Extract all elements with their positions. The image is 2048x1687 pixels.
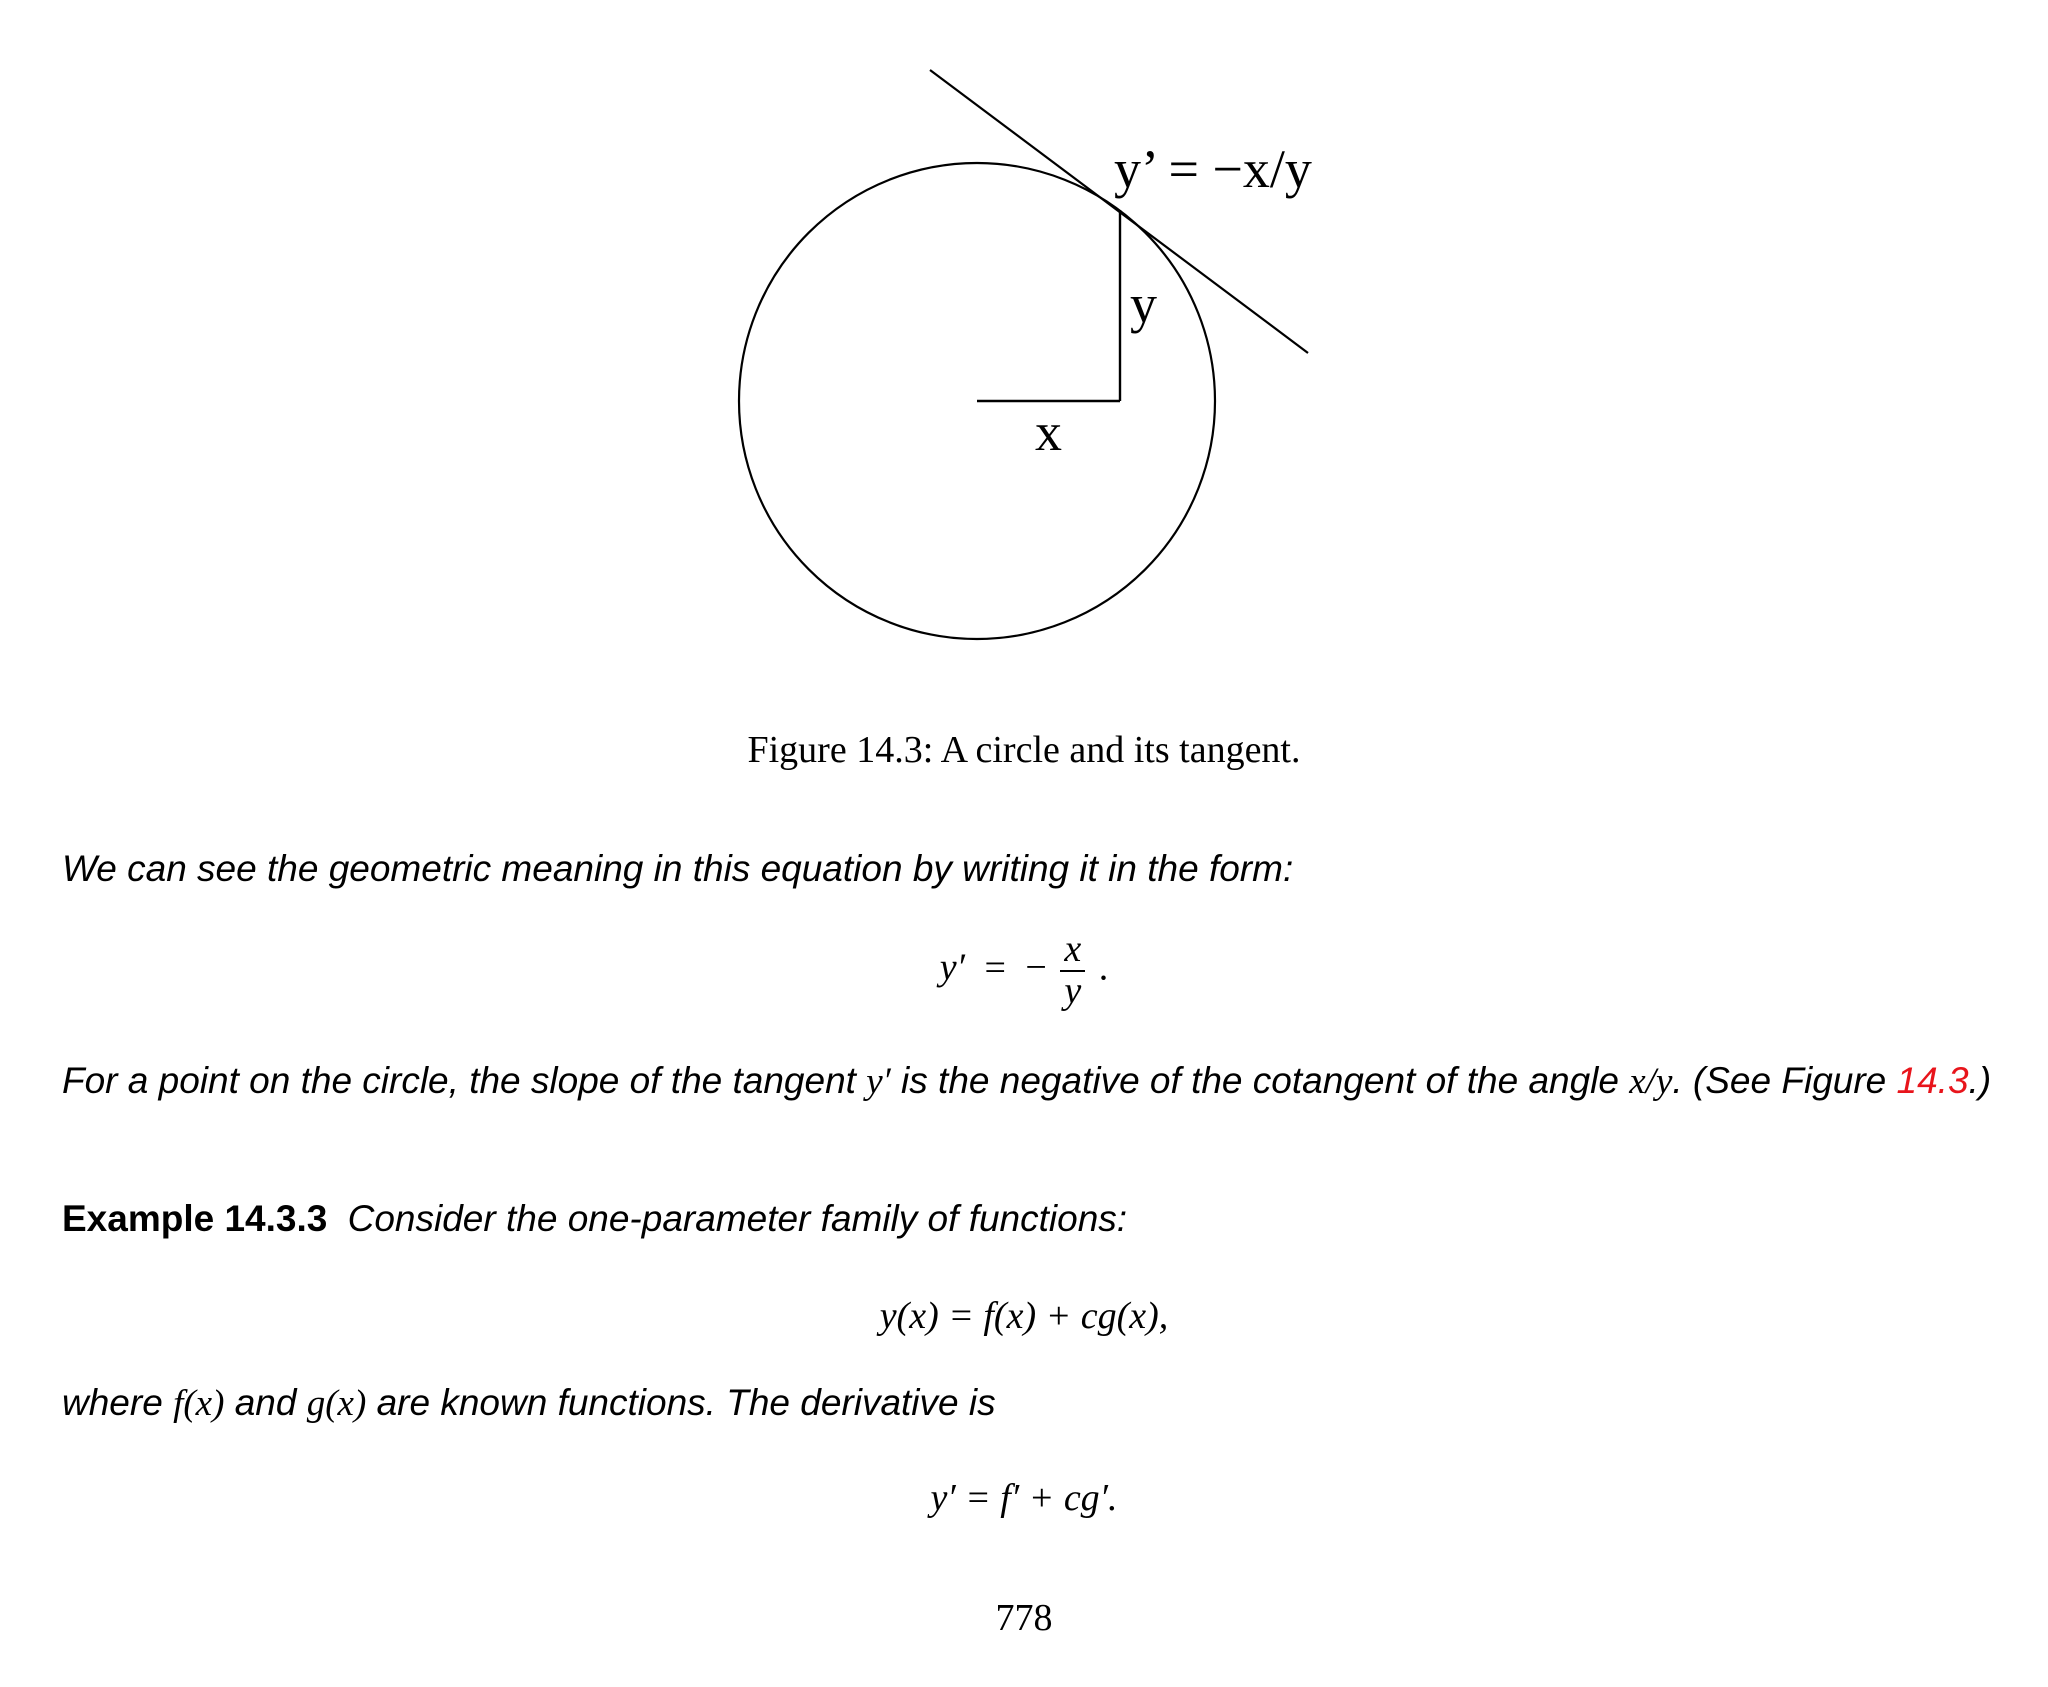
paragraph-known-functions — [62, 1382, 996, 1425]
p2-math-xy: x/y — [1629, 1061, 1673, 1102]
eq1-equals: = — [984, 946, 1006, 989]
paragraph-geometric-meaning: We can see the geometric meaning in this equation by writing it in the form: — [62, 848, 1294, 889]
p2-text-3: . (See Figure — [1672, 1060, 1897, 1101]
example-label: Example 14.3.3 — [62, 1198, 328, 1239]
eq1-minus: − — [1025, 946, 1047, 989]
p3-math-f: f(x) — [173, 1383, 225, 1424]
p3-text-2: and — [224, 1382, 307, 1423]
x-label: x — [1035, 402, 1062, 462]
eq1-lhs: y′ — [939, 946, 965, 989]
p2-math-yprime: y′ — [866, 1061, 891, 1102]
paragraph-tangent-slope — [62, 1060, 1991, 1103]
p3-math-g: g(x) — [306, 1383, 367, 1424]
p2-text-2: is the negative of the cotangent of the angle — [890, 1060, 1630, 1101]
p3-text-3: are known functions. The derivative is — [366, 1382, 996, 1423]
p2-text-4: .) — [1968, 1060, 1992, 1101]
example-text: Consider the one-parameter family of functions: — [347, 1198, 1128, 1239]
y-label: y — [1130, 274, 1157, 334]
eq1-numerator: x — [1060, 930, 1085, 972]
figure-circle-tangent — [0, 0, 2048, 680]
eq1-denominator: y — [1064, 969, 1082, 1012]
figure-caption: Figure 14.3: A circle and its tangent. — [747, 729, 1301, 771]
p2-text-1: For a point on the circle, the slope of the tangent — [62, 1060, 867, 1101]
equation-family: y(x) = f(x) + cg(x), — [879, 1295, 1169, 1337]
p3-text-1: where — [62, 1382, 174, 1423]
equation-slope — [0, 930, 2048, 1012]
example-heading — [62, 1198, 1127, 1240]
eq1-period: . — [1098, 946, 1109, 989]
slope-label: y’ = −x/y — [1114, 139, 1312, 199]
page-number: 778 — [995, 1597, 1053, 1639]
eq1-fraction — [1060, 930, 1085, 1012]
equation-derivative: y′ = f′ + cg′. — [930, 1477, 1118, 1519]
figure-reference-link[interactable]: 14.3 — [1896, 1060, 1969, 1101]
